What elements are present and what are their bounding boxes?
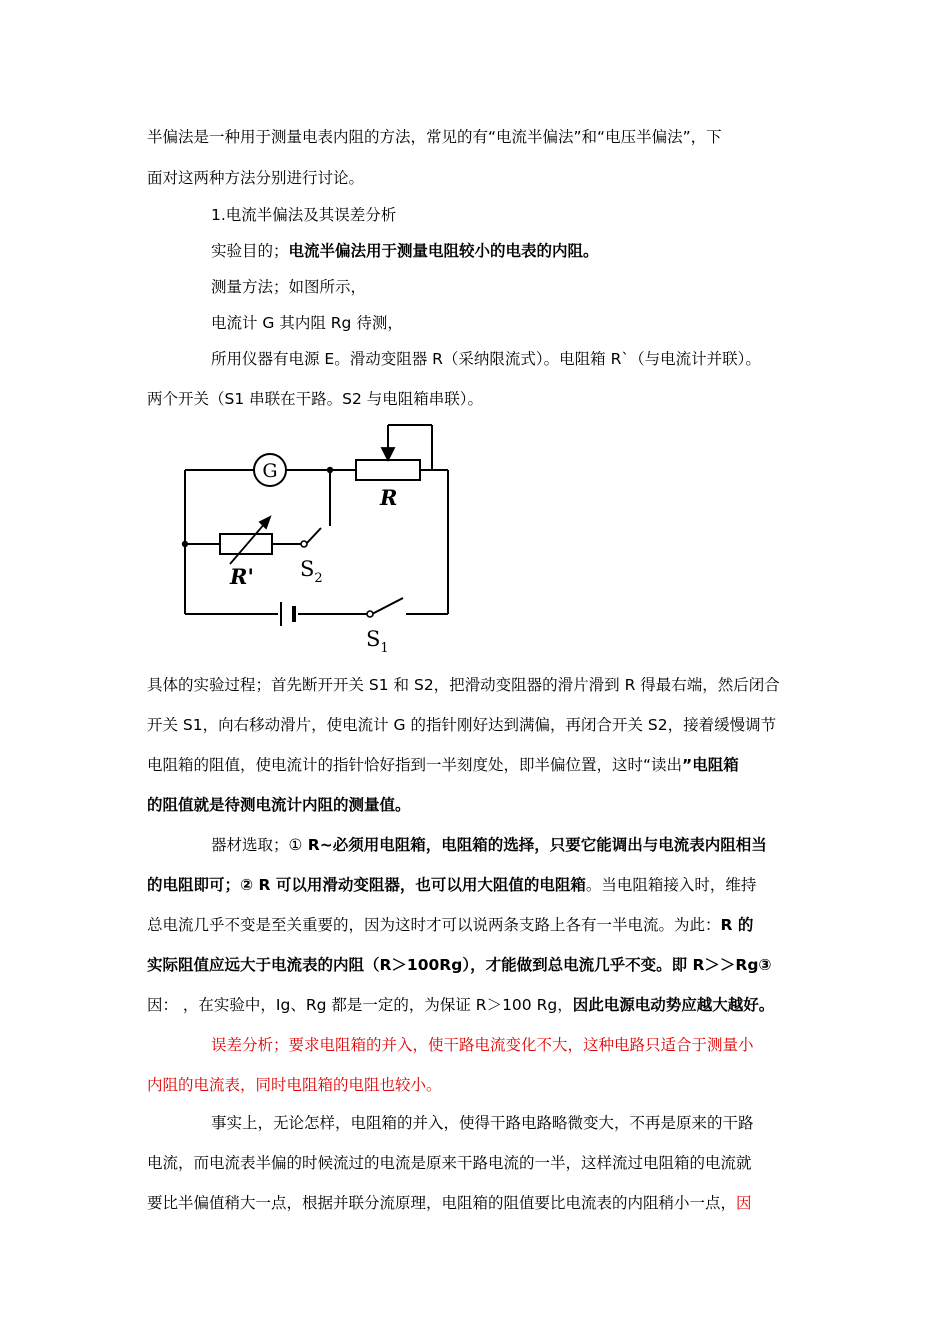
fact-line-2: 电流，而电流表半偏的时候流过的电流是原来干路电流的一半，这样流过电阻箱的电流就	[147, 1154, 752, 1172]
switch1-contact	[367, 611, 373, 617]
error-analysis-line-2: 内阻的电流表，同时电阻箱的电阻也较小。	[147, 1076, 442, 1094]
process-line-3-bold: ”电阻箱	[682, 756, 739, 774]
process-line-3-normal: 电阻箱的阻值，使电流计的指针恰好指到一半刻度处，即半偏位置，这时“读出	[147, 756, 683, 774]
equipment-line-4: 实际阻值应远大于电流表的内阻（R＞100Rg），才能做到总电流几乎不变。即 R＞＞Rg③	[147, 956, 772, 974]
instruments-line-2: 两个开关（S1 串联在干路。S2 与电阻箱串联）。	[147, 390, 484, 408]
junction-dot-top	[327, 467, 333, 473]
equipment-line-1-normal: 器材选取；①	[211, 836, 303, 854]
equipment-line-5	[147, 995, 774, 1015]
rheostat-body	[356, 460, 420, 480]
equipment-line-1	[211, 835, 767, 855]
process-line-3	[147, 755, 739, 775]
switch1-blade	[372, 598, 403, 614]
galvanometer-line: 电流计 G 其内阻 Rg 待测，	[211, 314, 403, 332]
equipment-line-5-normal: 因： ，在实验中，Ig、Rg 都是一定的，为保证 R＞100 Rg，	[147, 996, 573, 1014]
equipment-line-3	[147, 915, 753, 935]
error-analysis-line-1: 误差分析；要求电阻箱的并入，使干路电流变化不大，这种电路只适合于测量小	[211, 1036, 754, 1054]
resistance-box-label: R'	[230, 564, 254, 589]
equipment-line-3-normal: 总电流几乎不变是至关重要的，因为这时才可以说两条支路上各有一半电流。为此：	[147, 916, 721, 934]
fact-line-1: 事实上，无论怎样，电阻箱的并入，使得干路电路略微变大，不再是原来的干路	[211, 1114, 754, 1132]
switch1-label: $S_1$	[366, 627, 389, 656]
galvanometer-label: G	[262, 460, 278, 482]
equipment-line-5-bold: 因此电源电动势应越大越好。	[572, 996, 775, 1014]
switch2-label: $S_2$	[300, 557, 323, 586]
circuit-diagram	[178, 418, 463, 658]
junction-dot-left	[182, 541, 188, 547]
switch2-contact	[301, 541, 307, 547]
equipment-line-2	[147, 875, 756, 895]
purpose-text: 电流半偏法用于测量电阻较小的电表的内阻。	[288, 242, 599, 260]
equipment-line-3-bold: R 的	[720, 916, 754, 934]
method-line: 测量方法；如图所示，	[211, 278, 367, 296]
purpose-line	[211, 241, 599, 261]
fact-line-3-normal: 要比半偏值稍大一点，根据并联分流原理，电阻箱的阻值要比电流表的内阻稍小一点，	[147, 1194, 737, 1212]
equipment-line-1-bold: R~必须用电阻箱，电阻箱的选择，只要它能调出与电流表内阻相当	[302, 836, 767, 854]
variable-arrow-line	[230, 522, 266, 564]
fact-line-3-red: 因	[736, 1194, 752, 1212]
equipment-line-2-bold: 的电阻即可；② R 可以用滑动变阻器，也可以用大阻值的电阻箱	[147, 876, 586, 894]
equipment-line-2-normal: 。当电阻箱接入时，维持	[585, 876, 757, 894]
intro-line-2: 面对这两种方法分别进行讨论。	[147, 169, 365, 187]
intro-line-1: 半偏法是一种用于测量电表内阻的方法，常见的有“电流半偏法”和“电压半偏法”，下	[147, 128, 722, 146]
process-line-2: 开关 S1，向右移动滑片，使电流计 G 的指针刚好达到满偏，再闭合开关 S2，接着缓慢调节	[147, 716, 777, 734]
purpose-label: 实验目的；	[211, 242, 289, 260]
switch2-blade	[306, 528, 321, 544]
instruments-line-1: 所用仪器有电源 E。滑动变阻器 R（采纳限流式）。电阻箱 R`（与电流计并联）。	[211, 350, 761, 368]
process-line-1: 具体的实验过程；首先断开开关 S1 和 S2，把滑动变阻器的滑片滑到 R 得最右端，然后闭合	[147, 676, 780, 694]
fact-line-3	[147, 1193, 752, 1213]
section-heading: 1.电流半偏法及其误差分析	[211, 206, 397, 224]
slider-arrowhead	[382, 448, 394, 460]
rheostat-label: R	[380, 485, 398, 510]
process-line-4: 的阻值就是待测电流计内阻的测量值。	[147, 796, 411, 814]
